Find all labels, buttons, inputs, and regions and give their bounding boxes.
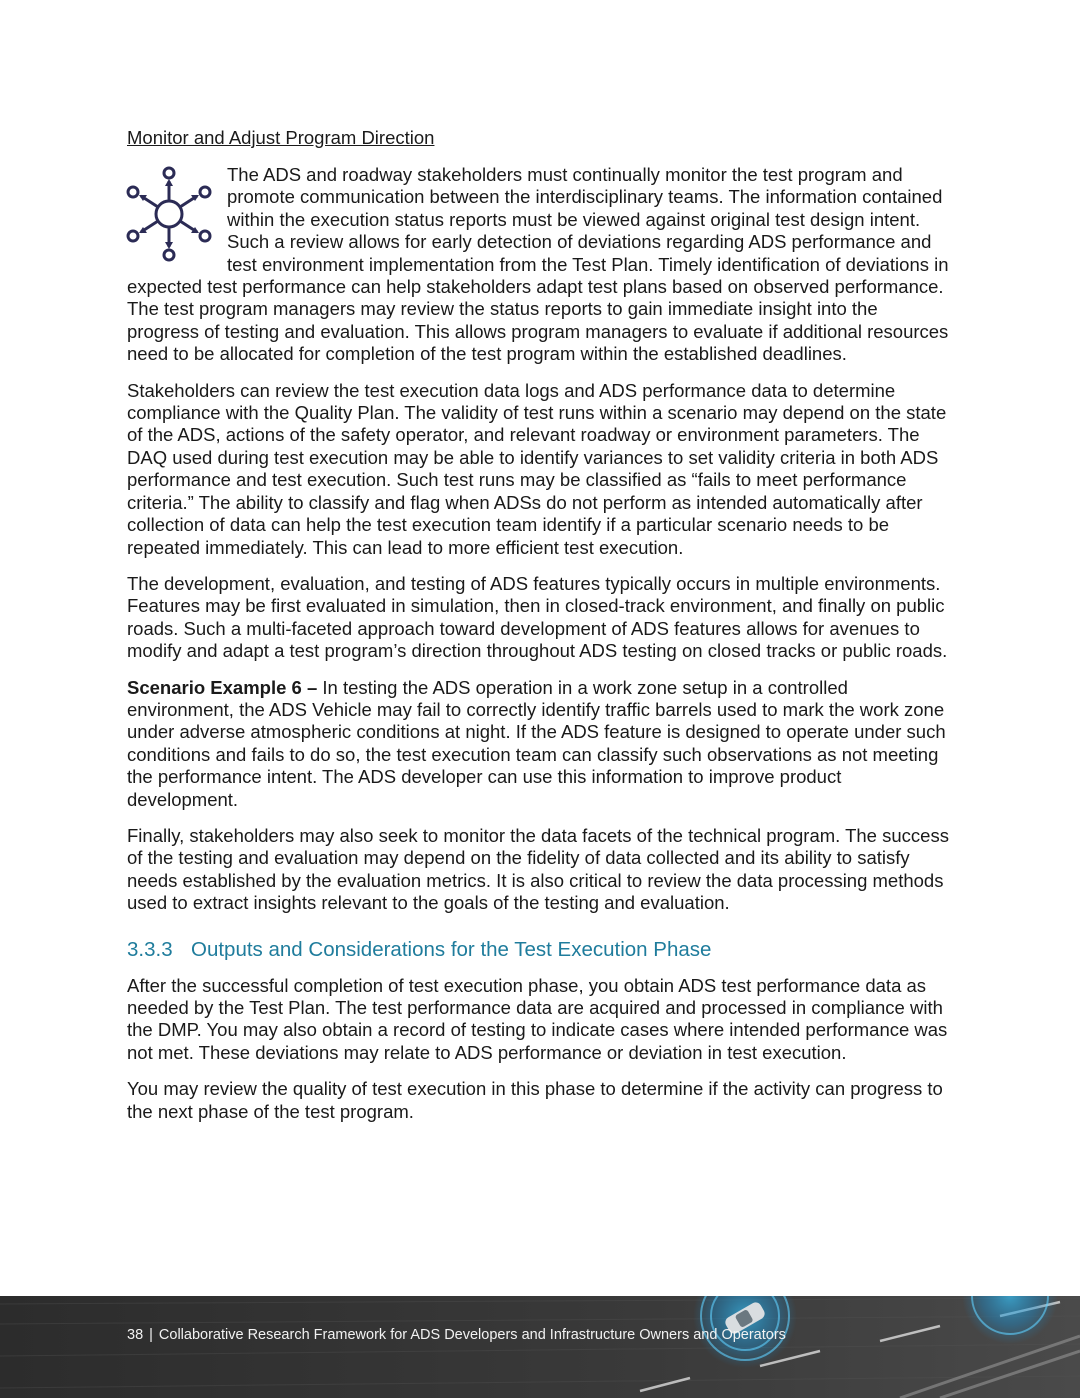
subheading: Monitor and Adjust Program Direction	[127, 127, 435, 148]
paragraph-data-logs: Stakeholders can review the test execution data logs and ADS performance data to determine compliance with the Quality Plan. The validity of test runs within a scenario may depend on the state of the ADS, actions of the safety operator, and relevant roadway or environment parameters. The DAQ used during test execution may be able to identify variances to set validity criteria in both ADS performance and test execution. Such test runs may be classified as “fails to meet performance criteria.” The ability to classify and flag when ADSs do not perform as intended automatically after collection of data can help the test execution team identify if a particular scenario needs to be repeated immediately. This can lead to more efficient test execution.	[127, 379, 947, 558]
page-number: 38	[127, 1327, 144, 1343]
paragraph-monitor-intro: The ADS and roadway stakeholders must continually monitor the test program and promote communication between the interdisciplinary teams. The information contained within the execution status reports must be viewed against original test design intent. Such a review allows for early detection of deviations regarding ADS performance and test environment implementation from the Test Plan. Timely identification of deviations in expected test performance can help stakeholders adapt test plans based on observed performance. The test program managers may review the status reports to gain immediate insight into the progress of testing and evaluation. This allows program managers to evaluate if additional resources need to be allocated for completion of the test program within the established deadlines.	[127, 164, 949, 365]
section-title: Outputs and Considerations for the Test Execution Phase	[191, 937, 712, 961]
footer-text	[127, 1327, 786, 1343]
page-content	[127, 126, 953, 1137]
section-number: 3.3.3	[127, 937, 173, 961]
paragraph-quality-review: You may review the quality of test execution in this phase to determine if the activity can progress to the next phase of the test program.	[127, 1078, 943, 1122]
footer-separator: |	[149, 1327, 153, 1343]
section-heading	[127, 937, 953, 963]
intro-block	[127, 164, 953, 366]
scenario-example-label: Scenario Example 6 –	[127, 676, 318, 698]
network-hub-icon	[125, 166, 213, 266]
footer-banner	[0, 1296, 1080, 1398]
scenario-example-text: In testing the ADS operation in a work zone setup in a controlled environment, the ADS Vehicle may fail to correctly identify traffic barrels used to mark the work zone under adverse atmospheric conditions at night. If the ADS feature is designed to operate under such conditions and fails to do so, the test execution team can classify such observations as not meeting the performance intent. The ADS developer can use this information to improve product development.	[127, 676, 946, 810]
paragraph-outputs: After the successful completion of test execution phase, you obtain ADS test performance data as needed by the Test Plan. The test performance data are acquired and processed in compliance with the DMP. You may also obtain a record of testing to indicate cases where intended performance was not met. These deviations may relate to ADS performance or deviation in test execution.	[127, 974, 948, 1063]
paragraph-scenario-example	[127, 677, 953, 811]
paragraph-data-facets: Finally, stakeholders may also seek to monitor the data facets of the technical program. The success of the testing and evaluation may depend on the fidelity of data collected and its ability to satisfy needs established by the evaluation metrics. It is also critical to review the data processing methods used to extract insights relevant to the goals of the testing and evaluation.	[127, 824, 949, 914]
road-background-image	[0, 1296, 1080, 1398]
paragraph-environments: The development, evaluation, and testing of ADS features typically occurs in multiple environments. Features may be first evaluated in simulation, then in closed-track environment, and finally on public roads. Such a multi-faceted approach toward development of ADS features allows for avenues to modify and adapt a test program’s direction throughout ADS testing on closed tracks or public roads.	[127, 572, 948, 662]
footer-title: Collaborative Research Framework for ADS Developers and Infrastructure Owners and Operators	[158, 1327, 786, 1343]
